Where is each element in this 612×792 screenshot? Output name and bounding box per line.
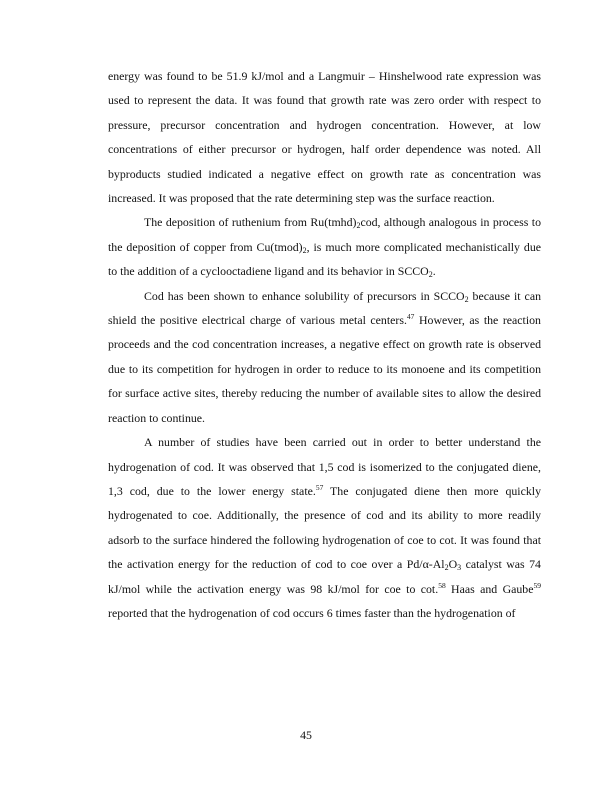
page-number: 45 — [300, 728, 312, 742]
text-run: cod, although analogous in process to the deposition of copper from Cu(tmod) — [108, 215, 541, 254]
citation-superscript: 59 — [533, 580, 541, 590]
text-run: The conjugated diene then more quickly hydrogenated to coe. Additionally, the presence of cod and its ability to more readily adsorb to the surface hindered the following hydrogenation of coe to cot. It was found that the activation energy for the reduction of cod to coe over a Pd/α-Al — [108, 483, 541, 572]
body-text — [108, 64, 541, 625]
subscript: 3 — [457, 563, 462, 573]
subscript: 2 — [464, 294, 469, 304]
paragraph — [108, 210, 541, 283]
text-run: reported that the hydrogenation of cod occurs 6 times faster than the hydrogenation of — [108, 605, 516, 620]
paragraph — [108, 430, 541, 625]
text-run: catalyst was 74 kJ/mol while the activation energy was 98 kJ/mol for coe to cot. — [108, 557, 541, 596]
citation-superscript: 57 — [315, 482, 324, 492]
text-run: A number of studies have been carried out in order to better understand the hydrogenation of cod. It was observed that 1,5 cod is isomerized to the conjugated diene, 1,3 cod, due to the lower energy state. — [108, 435, 541, 498]
citation-superscript: 58 — [438, 580, 446, 590]
subscript: 2 — [428, 270, 433, 280]
text-run: O — [448, 557, 458, 572]
text-run: Haas and Gaube — [445, 581, 534, 596]
text-run: . — [432, 264, 436, 279]
citation-superscript: 47 — [406, 312, 415, 322]
text-run: Cod has been shown to enhance solubility of precursors in SCCO — [144, 288, 465, 303]
text-run: because it can shield the positive electrical charge of various metal centers. — [108, 288, 541, 328]
text-run: The deposition of ruthenium from Ru(tmhd) — [144, 215, 357, 230]
text-run: energy was found to be 51.9 kJ/mol and a Langmuir – Hinshelwood rate expression was used to represent the data. It was found that growth rate was zero order with respect to pressure, precursor concentration and hydrogen concentration. However, at low concentrations of either precursor or hydrogen, half order dependence was noted. All byproducts studied indicated a negative effect on growth rate as concentration was increased. It was proposed that the rate determining step was the surface reaction. — [108, 69, 541, 206]
text-run: , is much more complicated mechanistically due to the addition of a cyclooctadiene ligand and its behavior in SCCO — [108, 239, 541, 279]
subscript: 2 — [356, 221, 361, 231]
paragraph — [108, 284, 541, 430]
subscript: 2 — [444, 563, 449, 573]
text-run: However, as the reaction proceeds and the cod concentration increases, a negative effect on growth rate is observed due to its competition for hydrogen in order to reduce to its monoene and its competition for surface active sites, thereby reducing the number of available sites to allow the desired reaction to continue. — [108, 313, 541, 425]
subscript: 2 — [302, 245, 307, 255]
paragraph — [108, 64, 541, 210]
